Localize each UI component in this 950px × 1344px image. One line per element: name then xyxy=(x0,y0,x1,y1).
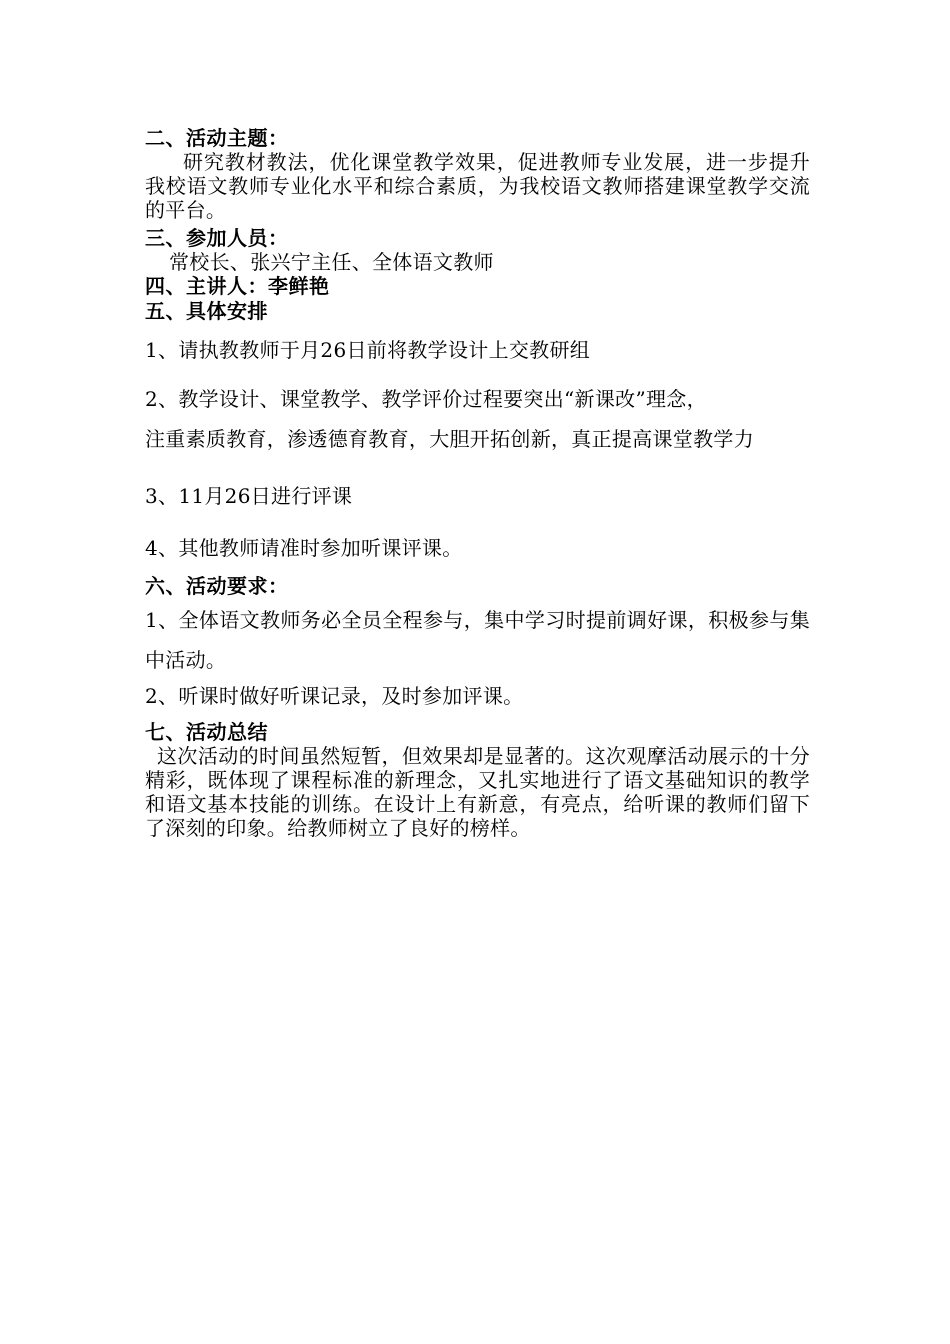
schedule-item-2: 2、教学设计、课堂教学、教学评价过程要突出“新课改”理念， xyxy=(145,387,707,411)
section-7-body: 这次活动的时间虽然短暂，但效果却是显著的。这次观摩活动展示的十分精彩，既体现了课程标准的新理念，又扎实地进行了语文基础知识的教学和语文基本技能的训练。在设计上有新意，有亮点，给听课的教师们留下了深刻的印象。给教师树立了良好的榜样。 xyxy=(145,744,810,840)
section-5-heading: 五、具体安排 xyxy=(145,299,268,323)
section-3-body: 常校长、张兴宁主任、全体语文教师 xyxy=(169,250,494,274)
schedule-item-4: 4、其他教师请准时参加听课评课。 xyxy=(145,536,463,560)
schedule-item-2-cont: 注重素质教育，渗透德育教育，大胆开拓创新，真正提高课堂教学力 xyxy=(145,427,754,451)
section-2-body: 研究教材教法，优化课堂教学效果，促进教师专业发展，进一步提升我校语文教师专业化水平和综合素质，为我校语文教师搭建课堂教学交流的平台。 xyxy=(145,150,810,222)
section-3-heading: 三、参加人员： xyxy=(145,226,289,250)
section-7-heading: 七、活动总结 xyxy=(145,720,268,744)
schedule-item-3: 3、11月26日进行评课 xyxy=(145,484,353,508)
requirement-item-1: 1、全体语文教师务必全员全程参与，集中学习时提前调好课，积极参与集中活动。 xyxy=(145,608,810,672)
section-4-heading: 四、主讲人：李鲜艳 xyxy=(145,274,330,298)
section-2-heading: 二、活动主题： xyxy=(145,126,289,150)
requirement-item-2: 2、听课时做好听课记录，及时参加评课。 xyxy=(145,684,524,708)
section-6-heading: 六、活动要求： xyxy=(145,574,289,598)
schedule-item-1: 1、请执教教师于月26日前将教学设计上交教研组 xyxy=(145,338,591,362)
